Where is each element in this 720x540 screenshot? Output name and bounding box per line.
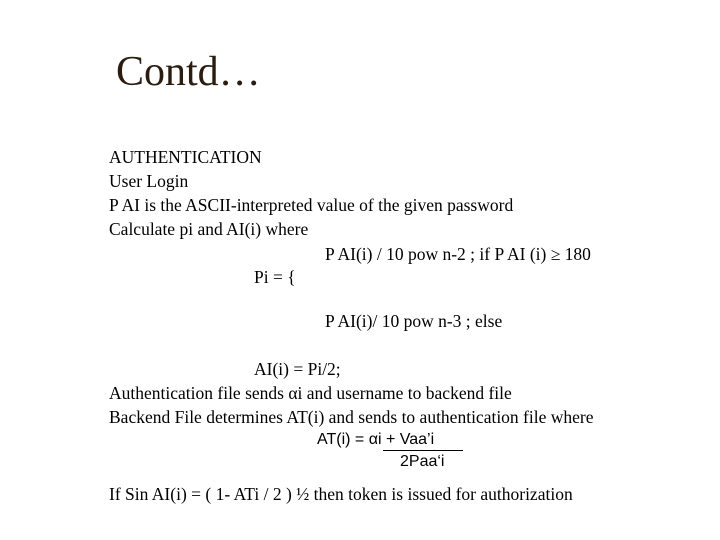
section-heading: AUTHENTICATION <box>109 147 262 167</box>
text-line-calculate: Calculate pi and AI(i) where <box>109 219 309 239</box>
formula-ai-definition: AI(i) = Pi/2; <box>254 359 341 379</box>
formula-case-1: P AI(i) / 10 pow n-2 ; if P AI (i) ≥ 180 <box>325 244 591 264</box>
text-line-sin-condition: If Sin AI(i) = ( 1- ATi / 2 ) ½ then token is issued for authorization <box>109 484 573 504</box>
text-line-auth-sends: Authentication file sends αi and username to backend file <box>109 383 512 403</box>
fraction-bar <box>383 450 463 451</box>
formula-pi-label: Pi = { <box>254 267 296 287</box>
formula-at-numerator: AT(i) = αi + Vaa’i <box>317 431 435 448</box>
slide-title: Contd… <box>116 49 261 95</box>
text-line-user-login: User Login <box>109 171 189 191</box>
formula-case-2: P AI(i)/ 10 pow n-3 ; else <box>325 311 503 331</box>
formula-at-denominator: 2Paa‘i <box>400 453 445 470</box>
text-line-backend: Backend File determines AT(i) and sends to authentication file where <box>109 407 594 427</box>
text-line-pai-definition: P AI is the ASCII-interpreted value of the given password <box>109 195 514 215</box>
